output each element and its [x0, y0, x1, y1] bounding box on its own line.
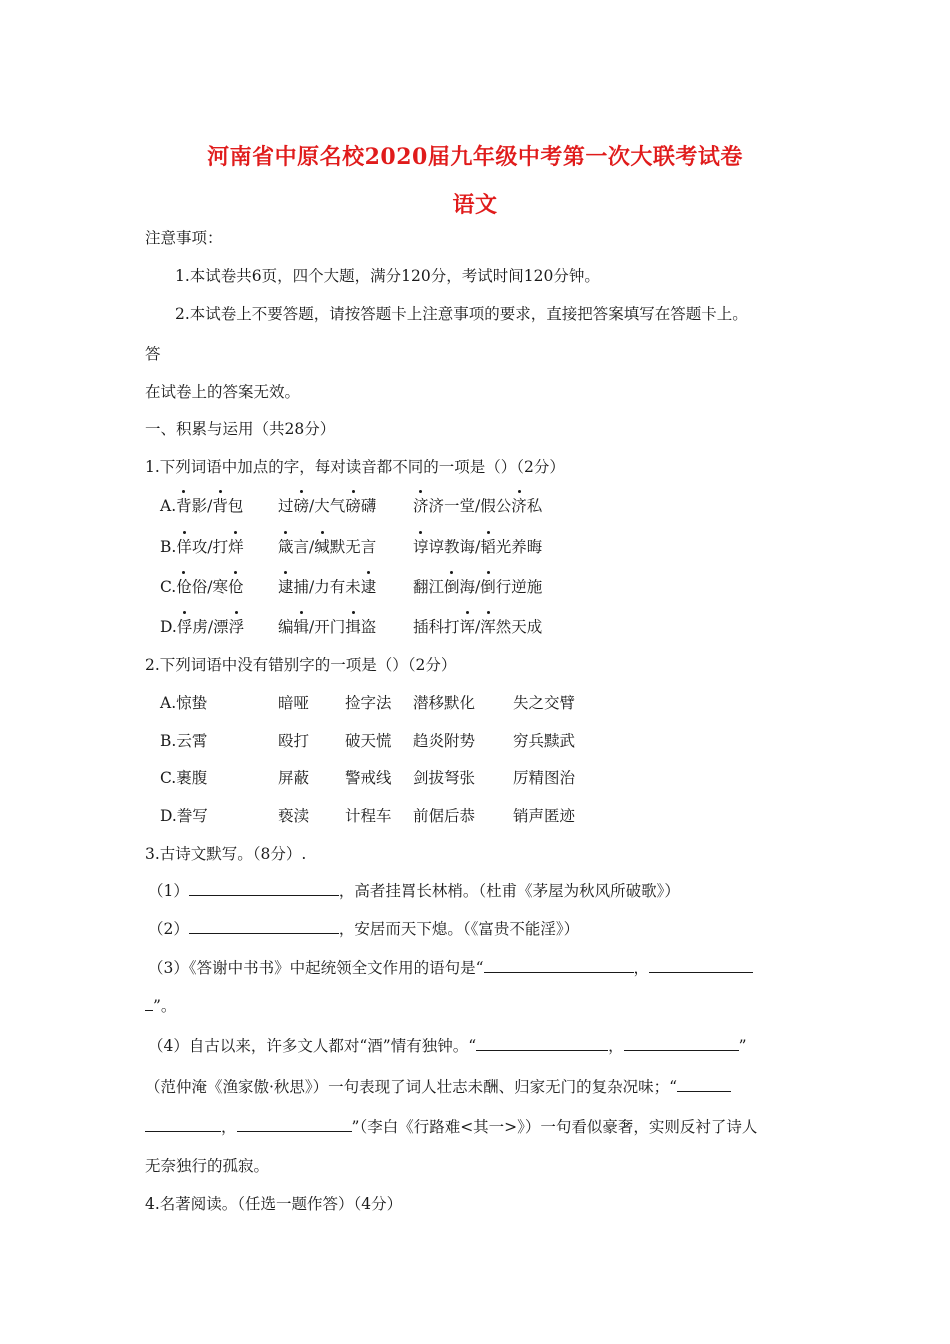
q2-option-c-word1: C.裹腹: [160, 769, 208, 787]
q2-option-c-word3: 警戒线: [345, 769, 392, 787]
answer-blank[interactable]: [237, 1116, 352, 1132]
q2-option-c-word2: 屏蔽: [278, 769, 310, 787]
q2-option-a-word3: 捡字法: [345, 694, 392, 712]
q3-line-2: （2） ，安居而天下熄。（《富贵不能淫》）: [148, 920, 580, 938]
answer-blank[interactable]: [145, 1116, 221, 1132]
q1-option-a-group1: A.背影/背包: [160, 497, 244, 515]
notice-heading: 注意事项：: [145, 229, 223, 247]
q2-option-b-word3: 破天慌: [345, 732, 392, 750]
q4-stem: 4.名著阅读。（任选一题作答）（4分）: [145, 1195, 403, 1213]
q1-option-d-group2: 编辑/开门揖盗: [278, 618, 377, 636]
q2-option-d-word2: 亵渎: [278, 807, 310, 825]
q3-line-1: （1） ，高者挂罥长林梢。（杜甫《茅屋为秋风所破歌》）: [148, 882, 680, 900]
answer-blank[interactable]: [484, 957, 634, 973]
notice-item-1: 1.本试卷共6页，四个大题，满分120分，考试时间120分钟。: [175, 267, 600, 285]
q1-option-a-group3: 济济一堂/假公济私: [413, 497, 543, 515]
q1-option-a-group2: 过磅/大气磅礴: [278, 497, 377, 515]
q1-option-b-group3: 谆谆教诲/韬光养晦: [413, 538, 543, 556]
q2-option-c-word4: 剑拔弩张: [413, 769, 476, 787]
q2-option-d-word5: 销声匿迹: [513, 807, 576, 825]
subject-title: 语文: [452, 192, 498, 218]
q1-stem: 1.下列词语中加点的字，每对读音都不同的一项是（）（2分）: [145, 458, 565, 476]
q2-option-c-word5: 厉精图治: [513, 769, 576, 787]
q2-option-a-word1: A.惊蛰: [160, 694, 208, 712]
q2-option-b-word2: 殴打: [278, 732, 310, 750]
q1-option-b-group2: 箴言/缄默无言: [278, 538, 377, 556]
q3-line-5: （范仲淹《渔家傲·秋思》）一句表现了词人壮志未酬、归家无门的复杂况味；“: [145, 1076, 731, 1097]
q2-option-b-word5: 穷兵黩武: [513, 732, 576, 750]
q1-option-d-group3: 插科打诨/浑然天成: [413, 618, 543, 636]
section-1-heading: 一、积累与运用（共28分）: [145, 420, 336, 438]
q3-line-3: （3）《答谢中书书》中起统领全文作用的语句是“ ，: [148, 957, 753, 978]
q2-option-d-word3: 计程车: [345, 807, 392, 825]
q2-stem: 2.下列词语中没有错别字的一项是（）（2分）: [145, 656, 457, 674]
q2-option-a-word2: 暗哑: [278, 694, 310, 712]
answer-blank[interactable]: [145, 995, 153, 1011]
q2-option-b-word4: 趋炎附势: [413, 732, 476, 750]
q3-line-4: （4）自古以来，许多文人都对“酒”情有独钟。“ ， ”: [148, 1037, 747, 1055]
notice-item-2-cont: 在试卷上的答案无效。: [145, 383, 301, 401]
answer-blank[interactable]: [624, 1035, 739, 1051]
exam-title: 河南省中原名校2020届九年级中考第一次大联考试卷: [207, 144, 743, 170]
answer-blank[interactable]: [189, 880, 339, 896]
q3-line-7: 无奈独行的孤寂。: [145, 1157, 270, 1175]
q1-option-c-group3: 翻江倒海/倒行逆施: [413, 578, 543, 596]
q2-option-d-word1: D.誊写: [160, 807, 208, 825]
q1-option-b-group1: B.佯攻/打烊: [160, 538, 244, 556]
notice-item-2-wrap: 答: [145, 345, 161, 363]
q3-stem: 3.古诗文默写。（8分）.: [145, 845, 307, 863]
answer-blank[interactable]: [189, 918, 339, 934]
q1-option-c-group1: C.伧俗/寒伧: [160, 578, 244, 596]
q3-line-3-end: ”。: [145, 995, 176, 1016]
q2-option-a-word4: 潜移默化: [413, 694, 476, 712]
q3-line-6: ， ”（李白《行路难<其一>》）一句看似豪奢，实则反衬了诗人: [145, 1116, 757, 1137]
q1-option-c-group2: 逮捕/力有未逮: [278, 578, 377, 596]
answer-blank[interactable]: [677, 1076, 731, 1092]
answer-blank[interactable]: [649, 957, 753, 973]
answer-blank[interactable]: [476, 1035, 608, 1051]
notice-item-2: 2.本试卷上不要答题，请按答题卡上注意事项的要求，直接把答案填写在答题卡上。: [175, 305, 748, 323]
q2-option-d-word4: 前倨后恭: [413, 807, 476, 825]
q2-option-b-word1: B.云霄: [160, 732, 208, 750]
q1-option-d-group1: D.俘虏/漂浮: [160, 618, 245, 636]
q2-option-a-word5: 失之交臂: [513, 694, 576, 712]
